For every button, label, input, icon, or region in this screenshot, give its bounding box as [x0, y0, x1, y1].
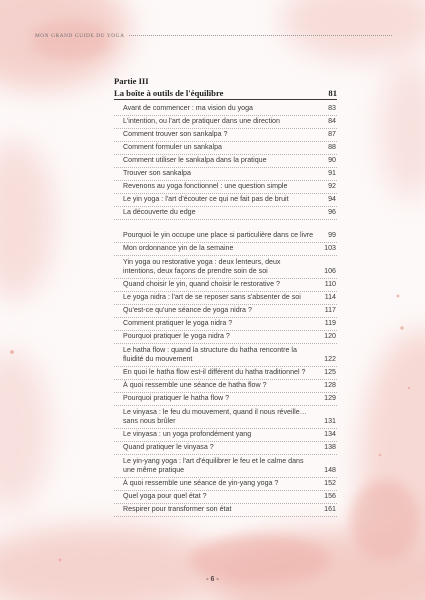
toc-entry-page: 94: [328, 195, 336, 204]
toc-entry-title: Pourquoi pratiquer le yoga nidra ?: [123, 332, 230, 341]
toc-entry[interactable]: [114, 331, 337, 344]
toc-entry-title: Quand choisir le yin, quand choisir le restorative ?: [123, 280, 280, 289]
toc-entry[interactable]: [114, 243, 337, 256]
toc-entry-title: Comment trouver son sankalpa ?: [123, 130, 228, 139]
toc-entry[interactable]: [114, 429, 337, 442]
toc-entry[interactable]: [114, 181, 337, 194]
page-number: - 6 -: [206, 576, 219, 583]
toc-entry-title: Respirer pour transformer son état: [123, 505, 232, 514]
toc-entry-page: 161: [324, 505, 336, 514]
toc-entry-title: Qu'est-ce qu'une séance de yoga nidra ?: [123, 306, 252, 315]
toc-entry-title: Quand pratiquer le vinyasa ?: [123, 443, 214, 452]
toc-entry-page: 148: [324, 466, 336, 475]
toc-entry-page: 91: [328, 169, 336, 178]
toc-entry-page: 87: [328, 130, 336, 139]
toc-entry[interactable]: [114, 194, 337, 207]
toc-entry-title: Pourquoi pratiquer le hatha flow ?: [123, 394, 230, 403]
toc-entry-page: 138: [324, 443, 336, 452]
toc-entry[interactable]: [114, 367, 337, 380]
toc-entry-page: 156: [324, 492, 336, 501]
toc-entry-title: Comment pratiquer le yoga nidra ?: [123, 319, 233, 328]
toc-entry-page: 122: [324, 355, 336, 364]
toc-entry[interactable]: [114, 455, 337, 478]
toc-entry-page: 83: [328, 104, 336, 113]
toc-entry-title: Le vinyasa : le feu du mouvement, quand il nous réveille… sans nous brûler: [123, 407, 307, 426]
toc-entry-title: Quel yoga pour quel état ?: [123, 492, 207, 501]
toc-entry-title: L'intention, ou l'art de pratiquer dans une direction: [123, 117, 280, 126]
section-page: 81: [328, 88, 337, 98]
toc-entry-title: Trouver son sankalpa: [123, 169, 191, 178]
toc-entry-title: À quoi ressemble une séance de yin-yang yoga ?: [123, 479, 279, 488]
toc-entry-page: 110: [324, 280, 336, 289]
toc-entry-title: Le yin yoga : l'art d'écouter ce qui ne fait pas de bruit: [123, 195, 289, 204]
toc-entry-title: Comment formuler un sankalpa: [123, 143, 222, 152]
toc-entry[interactable]: [114, 305, 337, 318]
toc-entry[interactable]: [114, 256, 337, 279]
toc-entry[interactable]: [114, 406, 337, 429]
toc-entry-page: 152: [324, 479, 336, 488]
toc-entry[interactable]: [114, 220, 337, 243]
running-header: [35, 33, 392, 39]
toc-entry-page: 128: [324, 381, 336, 390]
toc-entry-page: 120: [324, 332, 336, 341]
toc-entry[interactable]: [114, 491, 337, 504]
toc-entry-page: 114: [324, 293, 336, 302]
toc-entry-title: Avant de commencer : ma vision du yoga: [123, 104, 253, 113]
toc-entry-page: 106: [324, 267, 336, 276]
toc-entry[interactable]: [114, 168, 337, 181]
toc-entry-title: Comment utiliser le sankalpa dans la pratique: [123, 156, 267, 165]
toc-entry-page: 117: [324, 306, 336, 315]
toc-entry[interactable]: [114, 279, 337, 292]
toc-entry-page: 88: [328, 143, 336, 152]
toc-entry-page: 125: [324, 368, 336, 377]
toc-entry-title: Le yin-yang yoga : l'art d'équilibrer le feu et le calme dans une même pratique: [123, 456, 304, 475]
toc-entry-page: 90: [328, 156, 336, 165]
toc-entry[interactable]: [114, 344, 337, 367]
toc-entry-title: Le hatha flow : quand la structure du hatha rencontre la fluidité du mouvement: [123, 345, 297, 364]
book-title: MON GRAND GUIDE DU YOGA: [35, 33, 125, 39]
toc-entry-page: 99: [328, 231, 336, 240]
toc-entry[interactable]: [114, 442, 337, 455]
toc-entry-page: 84: [328, 117, 336, 126]
section-heading[interactable]: [114, 87, 337, 100]
toc-entry-title: À quoi ressemble une séance de hatha flow ?: [123, 381, 267, 390]
part-label: Partie III: [114, 76, 149, 86]
toc-entry-page: 103: [324, 244, 336, 253]
toc-entry[interactable]: [114, 129, 337, 142]
toc-entry-page: 96: [328, 208, 336, 217]
toc-entry-title: Pourquoi le yin occupe une place si particulière dans ce livre: [123, 231, 314, 240]
toc-entry-title: Revenons au yoga fonctionnel : une question simple: [123, 182, 288, 191]
toc-entry-title: Yin yoga ou restorative yoga : deux lenteurs, deux intentions, deux façons de prendre soin de soi: [123, 257, 281, 276]
toc-entry-title: La découverte du edge: [123, 208, 196, 217]
toc-entry-page: 131: [324, 417, 336, 426]
toc-entry-page: 92: [328, 182, 336, 191]
toc-entry[interactable]: [114, 103, 337, 116]
toc-entry[interactable]: [114, 292, 337, 305]
toc-entry[interactable]: [114, 155, 337, 168]
toc-entry-title: En quoi le hatha flow est-il différent du hatha traditionnel ?: [123, 368, 306, 377]
toc-entry-page: 129: [324, 394, 336, 403]
table-of-contents: [114, 76, 337, 517]
section-title: La boîte à outils de l'équilibre: [114, 88, 224, 98]
toc-entry[interactable]: [114, 207, 337, 220]
toc-entry-title: Le vinyasa : un yoga profondément yang: [123, 430, 252, 439]
toc-entry-title: Le yoga nidra : l'art de se reposer sans s'absenter de soi: [123, 293, 301, 302]
toc-entries: [114, 103, 337, 517]
toc-entry[interactable]: [114, 478, 337, 491]
toc-entry[interactable]: [114, 380, 337, 393]
header-leader-dots: [129, 34, 392, 36]
toc-entry-page: 119: [324, 319, 336, 328]
toc-entry[interactable]: [114, 393, 337, 406]
toc-entry[interactable]: [114, 142, 337, 155]
toc-entry-title: Mon ordonnance yin de la semaine: [123, 244, 234, 253]
toc-entry-page: 134: [324, 430, 336, 439]
toc-entry[interactable]: [114, 318, 337, 331]
toc-entry[interactable]: [114, 504, 337, 517]
toc-entry[interactable]: [114, 116, 337, 129]
